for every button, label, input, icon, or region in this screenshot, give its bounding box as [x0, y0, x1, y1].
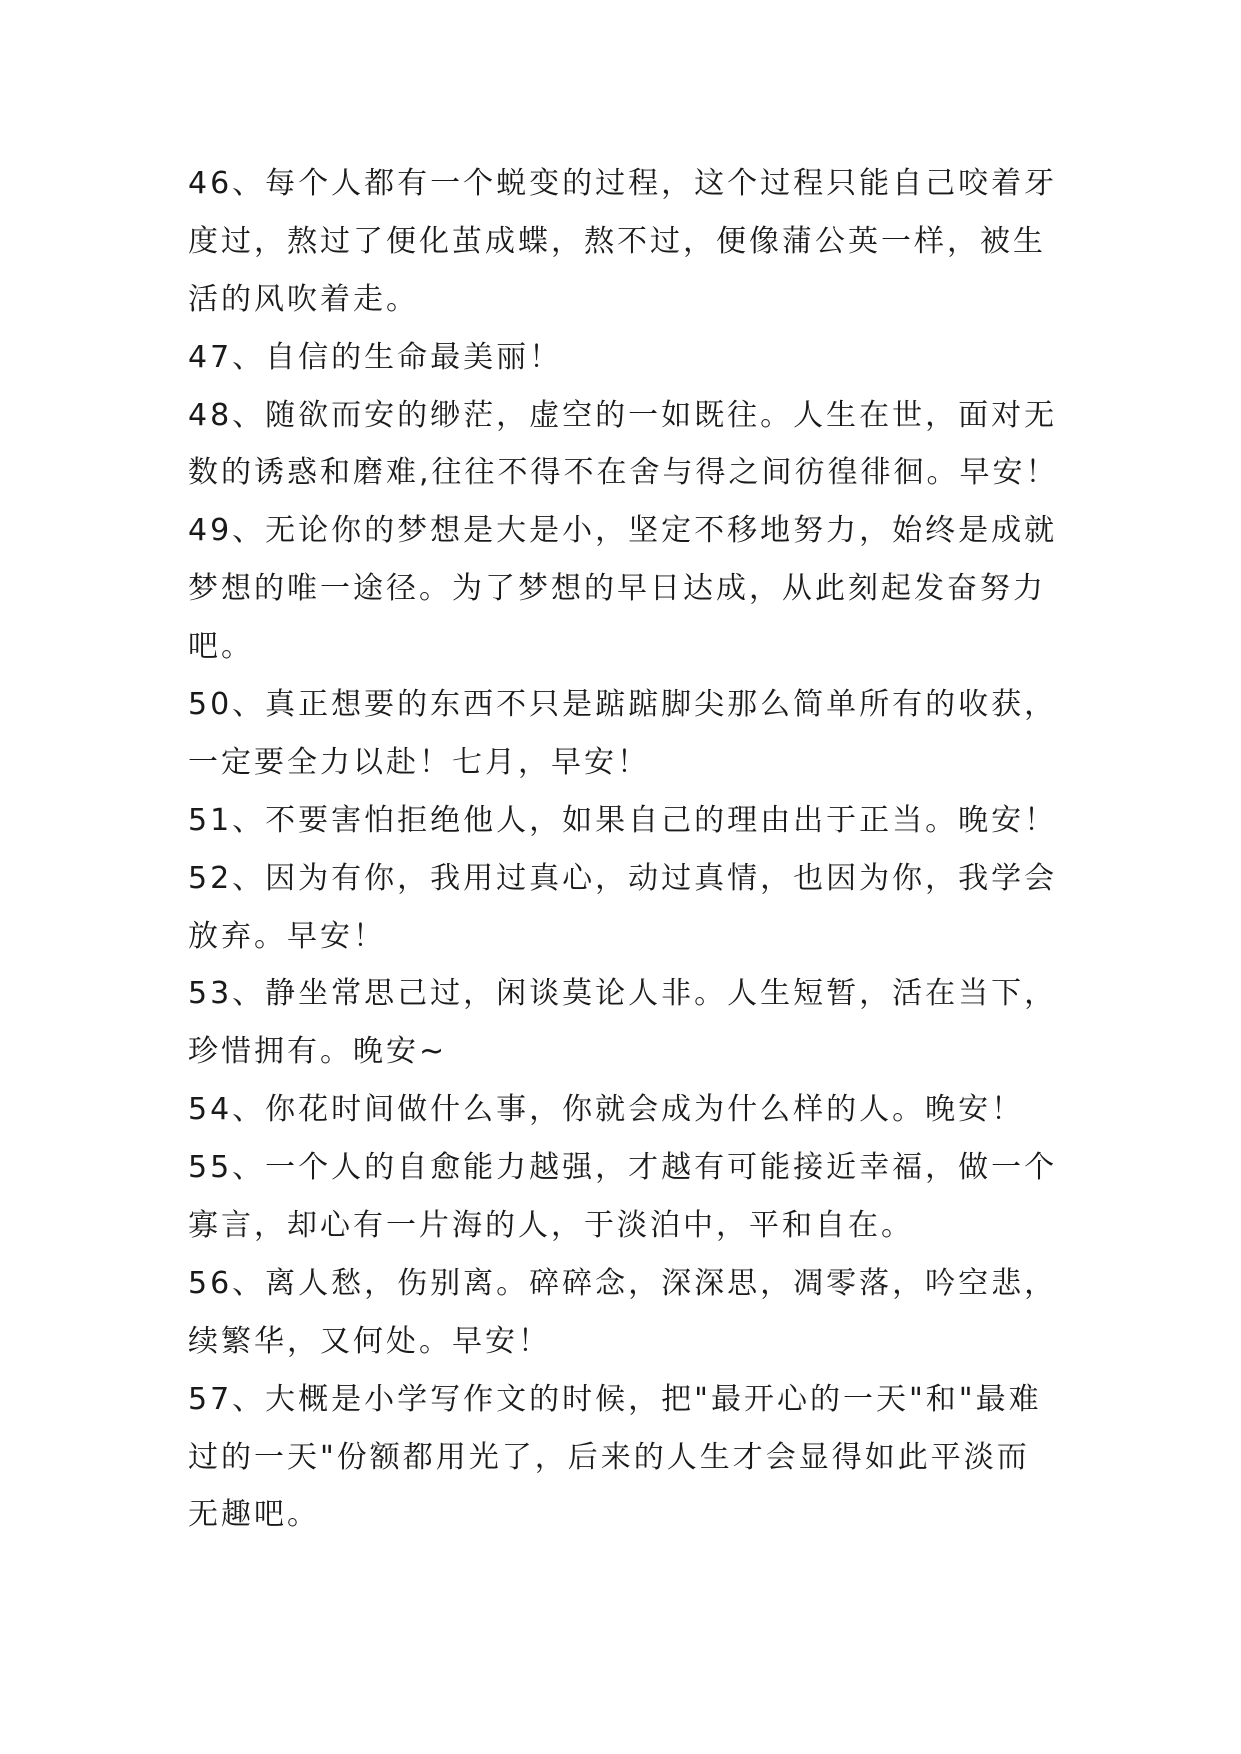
quote-line: 数的诱惑和磨难,往往不得不在舍与得之间彷徨徘徊。早安！	[188, 455, 1059, 491]
quote-line: 49、无论你的梦想是大是小，坚定不移地努力，始终是成就	[188, 513, 1058, 549]
quote-line: 寡言，却心有一片海的人，于淡泊中，平和自在。	[188, 1208, 914, 1244]
quote-entry-52	[188, 850, 1068, 966]
quote-line: 梦想的唯一途径。为了梦想的早日达成，从此刻起发奋努力	[188, 571, 1046, 607]
quote-entry-55	[188, 1139, 1068, 1255]
quote-line: 55、一个人的自愈能力越强，才越有可能接近幸福，做一个	[188, 1150, 1058, 1186]
document-body	[188, 155, 1068, 1544]
quote-entry-57	[188, 1371, 1068, 1545]
quote-line: 吧。	[188, 629, 254, 665]
quote-line: 48、随欲而安的缈茫，虚空的一如既往。人生在世，面对无	[188, 397, 1058, 433]
quote-entry-50	[188, 676, 1068, 792]
quote-line: 活的风吹着走。	[188, 281, 419, 317]
quote-line: 续繁华，又何处。早安！	[188, 1323, 551, 1359]
quote-line: 放弃。早安！	[188, 918, 386, 954]
quote-line: 无趣吧。	[188, 1497, 320, 1533]
quote-line: 过的一天"份额都用光了，后来的人生才会显得如此平淡而	[188, 1439, 1030, 1475]
quote-line: 51、不要害怕拒绝他人，如果自己的理由出于正当。晚安！	[188, 802, 1058, 838]
quote-line: 珍惜拥有。晚安~	[188, 1034, 448, 1070]
quote-entry-47	[188, 329, 1068, 387]
quote-line: 57、大概是小学写作文的时候，把"最开心的一天"和"最难	[188, 1381, 1042, 1417]
quote-line: 46、每个人都有一个蜕变的过程，这个过程只能自己咬着牙	[188, 166, 1058, 201]
quote-line: 47、自信的生命最美丽！	[188, 339, 563, 375]
quote-line: 度过，熬过了便化茧成蝶，熬不过，便像蒲公英一样，被生	[188, 223, 1046, 259]
quote-entry-53	[188, 965, 1068, 1081]
quote-entry-49	[188, 502, 1068, 676]
quote-line: 52、因为有你，我用过真心，动过真情，也因为你，我学会	[188, 860, 1058, 896]
quote-line: 53、静坐常思己过，闲谈莫论人非。人生短暂，活在当下，	[188, 976, 1058, 1012]
quote-entry-51	[188, 792, 1068, 850]
quote-entry-54	[188, 1081, 1068, 1139]
quote-line: 50、真正想要的东西不只是踮踮脚尖那么简单所有的收获，	[188, 687, 1058, 723]
quote-line: 56、离人愁，伤别离。碎碎念，深深思，凋零落，吟空悲，	[188, 1265, 1058, 1301]
quote-line: 一定要全力以赴！七月，早安！	[188, 744, 650, 780]
quote-entry-56	[188, 1255, 1068, 1371]
quote-entry-46	[188, 155, 1068, 329]
quote-line: 54、你花时间做什么事，你就会成为什么样的人。晚安！	[188, 1092, 1025, 1128]
quote-entry-48	[188, 387, 1068, 503]
